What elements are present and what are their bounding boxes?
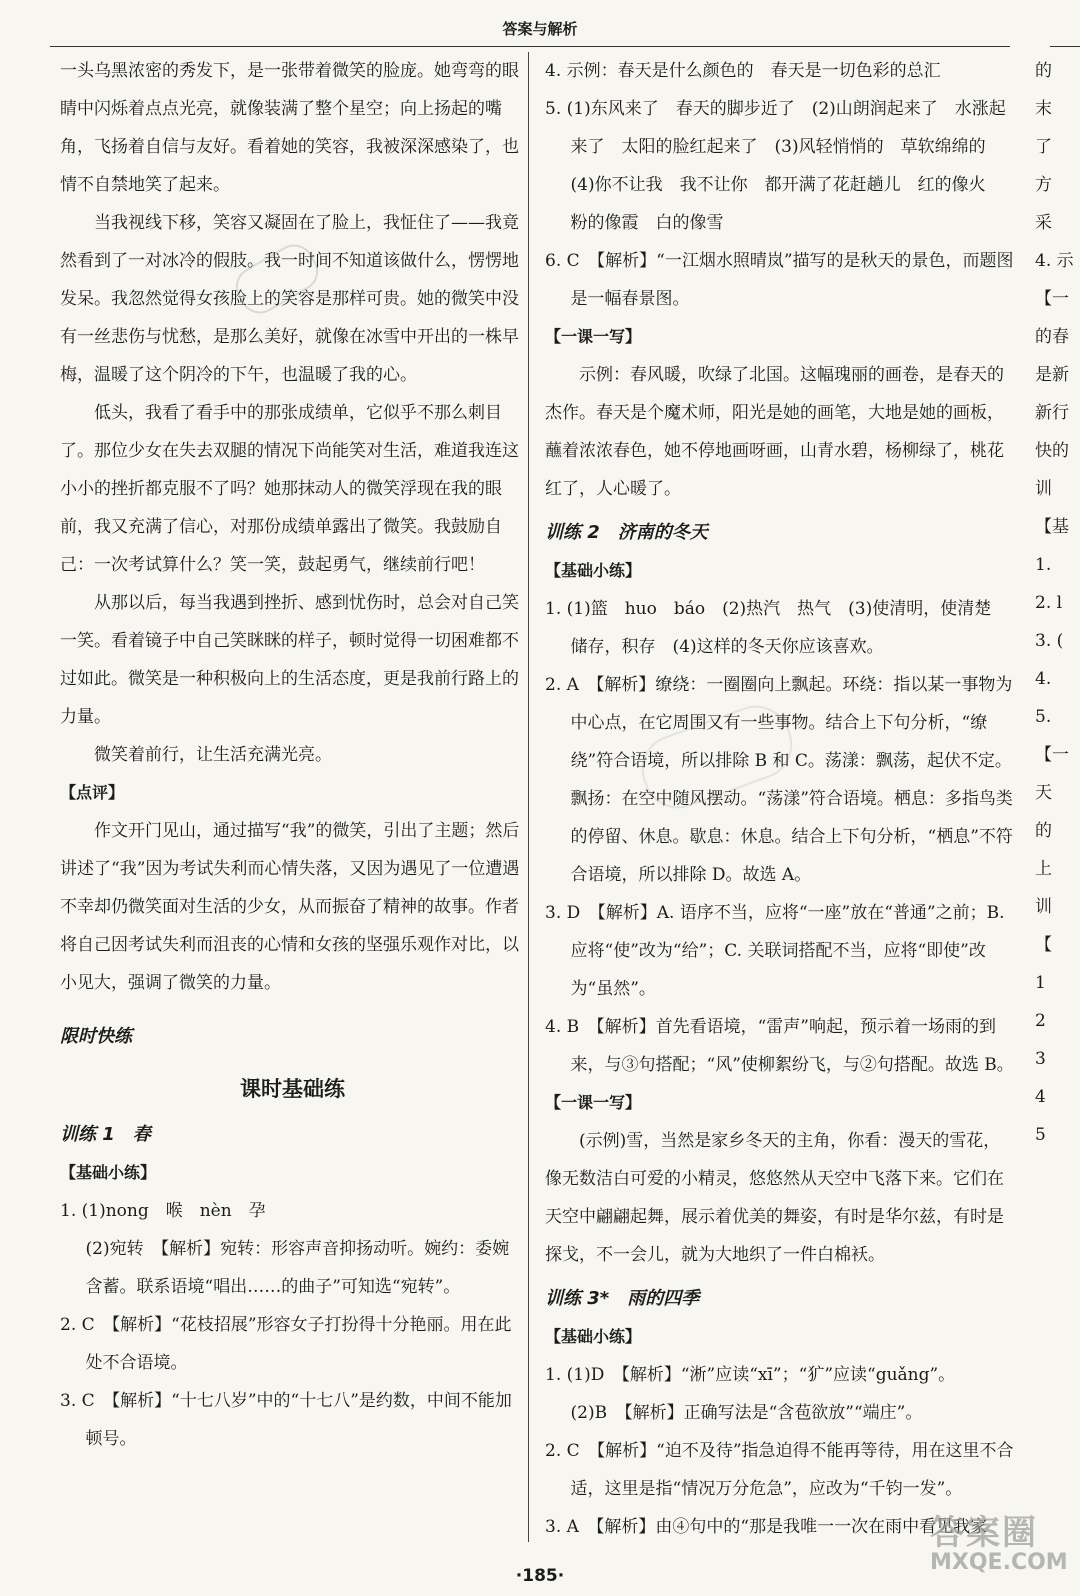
section-heading: 限时快练 xyxy=(60,1026,132,1047)
watermark-text: 答案圈 xyxy=(930,1513,1038,1553)
essay-para-5: 微笑着前行，让生活充满光亮。 xyxy=(94,745,332,765)
essay-para-1: 一头乌黑浓密的秀发下，是一张带着微笑的脸庞。她弯弯的眼睛中闪烁着点点光亮，就像装满了整个星空；向上扬起的嘴角，飞扬着自信与友好。看着她的笑容，我被深深感染了，也情不自禁地笑了起来。 xyxy=(60,61,519,195)
header-rule xyxy=(50,46,1010,47)
right-edge-fragment: 快的 xyxy=(1035,441,1069,461)
review-text: 作文开门见山，通过描写“我”的微笑，引出了主题；然后讲述了“我”因为考试失利而心情失落，又因为遇见了一位遭遇不幸却仍微笑面对生活的少女，从而振奋了精神的故事。作者将自己因考试失利而沮丧的心情和女孩的坚强乐观作对比，以小见大，强调了微笑的力量。 xyxy=(60,821,520,993)
right-edge-fragment: 【一 xyxy=(1035,745,1069,765)
write-tag: 【一课一写】 xyxy=(545,327,642,346)
page-header xyxy=(0,0,1080,44)
answer-5: 5. (1)东风来了 春天的脚步近了 (2)山朗润起来了 水涨起来了 太阳的脸红起来了 (3)风轻悄悄的 草软绵绵的 (4)你不让我 我不让你 都开满了花赶趟儿 红的像火 粉的像霞 白的像雪 xyxy=(545,99,1006,233)
answer-6: 6. C 【解析】“一江烟水照晴岚”描写的是秋天的景色，而题图是一幅春景图。 xyxy=(545,251,1014,309)
right-edge-fragment: 训 xyxy=(1035,897,1052,917)
essay-para-3: 低头，我看了看手中的那张成绩单，它似乎不那么刺目了。那位少女在失去双腿的情况下尚能笑对生活，难道我连这小小的挫折都克服不了吗？她那抹动人的微笑浮现在我的眼前，我又充满了信心，对那份成绩单露出了微笑。我鼓励自己：一次考试算什么？笑一笑，鼓起勇气，继续前行吧！ xyxy=(60,403,519,575)
answer-2: 2. C 【解析】“花枝招展”形容女子打扮得十分艳丽。用在此处不合语境。 xyxy=(60,1315,512,1373)
l3-answer-1b: (2)B 【解析】正确写法是“含苞欲放”“端庄”。 xyxy=(570,1403,923,1423)
lesson-1-heading: 训练 1 春 xyxy=(60,1124,151,1145)
right-edge-fragment: 采 xyxy=(1035,213,1052,233)
right-edge-fragment: 的 xyxy=(1035,61,1052,81)
watermark-logo xyxy=(930,1505,1080,1595)
l3-answer-2: 2. C 【解析】“迫不及待”指急迫得不能再等待，用在这里不合适，这里是指“情况万分危急”，应改为“千钧一发”。 xyxy=(545,1441,1014,1499)
right-edge-fragment: 末 xyxy=(1035,99,1052,119)
write-example-1: 示例：春风暖，吹绿了北国。这幅瑰丽的画卷，是春天的杰作。春天是个魔术师，阳光是她的画笔，大地是她的画板，蘸着浓浓春色，她不停地画呀画，山青水碧，杨柳绿了，桃花红了，人心暖了。 xyxy=(545,365,1004,499)
write-tag-2: 【一课一写】 xyxy=(545,1093,642,1112)
middle-column xyxy=(545,52,1015,1546)
right-edge-fragment: 方 xyxy=(1035,175,1052,195)
right-edge-fragment: 【一 xyxy=(1035,289,1069,309)
answer-1a: 1. (1)nong 喉 nèn 孕 xyxy=(60,1201,266,1221)
answer-1b: (2)宛转 【解析】宛转：形容声音抑扬动听。婉约：委婉含蓄。联系语境“唱出……的曲子”可知选“宛转”。 xyxy=(85,1239,510,1297)
l2-answer-3: 3. D 【解析】A. 语序不当，应将“一座”放在“普通”之前；B. 应将“使”改为“给”；C. 关联词搭配不当，应将“即使”改为“虽然”。 xyxy=(545,903,1005,999)
right-edge-fragment: 4. 示 xyxy=(1035,251,1074,271)
right-edge-fragment: 的春 xyxy=(1035,327,1069,347)
right-edge-fragment: 了 xyxy=(1035,137,1052,157)
essay-para-4: 从那以后，每当我遇到挫折、感到忧伤时，总会对自己笑一笑。看着镜子中自己笑眯眯的样子，顿时觉得一切困难都不过如此。微笑是一种积极向上的生活态度，更是我前行路上的力量。 xyxy=(60,593,519,727)
header-title: 答案与解析 xyxy=(502,20,578,38)
right-edge-fragment: 4. xyxy=(1035,669,1052,689)
write-example-2: (示例)雪，当然是家乡冬天的主角，你看：漫天的雪花，像无数洁白可爱的小精灵，悠悠然从天空中飞落下来。它们在天空中翩翩起舞，展示着优美的舞姿，有时是华尔兹，有时是探戈，不一会儿，就为大地织了一件白棉袄。 xyxy=(545,1131,1004,1265)
right-edge-column xyxy=(1035,52,1080,1154)
right-edge-fragment: 上 xyxy=(1035,859,1052,879)
right-edge-fragment: 4 xyxy=(1035,1087,1046,1107)
basic-practice-tag: 【基础小练】 xyxy=(60,1163,157,1182)
right-edge-fragment: 训 xyxy=(1035,479,1052,499)
right-edge-fragment: 天 xyxy=(1035,783,1052,803)
right-edge-fragment: 新行 xyxy=(1035,403,1069,423)
right-edge-fragment: 3. ( xyxy=(1035,631,1064,651)
l3-answer-1a: 1. (1)D 【解析】“淅”应读“xī”；“犷”应读“guǎng”。 xyxy=(545,1365,956,1385)
l2-answer-2: 2. A 【解析】缭绕：一圈圈向上飘起。环绕：指以某一事物为中心点，在它周围又有一些事物。结合上下句分析，“缭绕”符合语境，所以排除 B 和 C。荡漾：飘荡，起伏不定。飘扬：在空中随风摆动。“荡漾”符合语境。栖息：多指鸟类的停留、休息。歇息：休息。结合上下句分析，“栖息”不符合语境，所以排除 D。故选 A。 xyxy=(545,675,1013,885)
right-edge-fragment: 是新 xyxy=(1035,365,1069,385)
lesson-3-heading: 训练 3* 雨的四季 xyxy=(545,1288,700,1309)
header-rule-right xyxy=(1050,46,1080,47)
page-number: ·185· xyxy=(515,1566,565,1586)
right-edge-fragment: 的 xyxy=(1035,821,1052,841)
right-edge-fragment: 5 xyxy=(1035,1125,1046,1145)
right-edge-fragment: 2 xyxy=(1035,1011,1046,1031)
l3-answer-3: 3. A 【解析】由④句中的“那是我唯一一次在雨中看见我家 xyxy=(545,1517,988,1537)
answer-4: 4. 示例：春天是什么颜色的 春天是一切色彩的总汇 xyxy=(545,61,941,81)
essay-para-2: 当我视线下移，笑容又凝固在了脸上，我怔住了——我竟然看到了一对冰冷的假肢。我一时间不知道该做什么，愣愣地发呆。我忽然觉得女孩脸上的笑容是那样可贵。她的微笑中没有一丝悲伤与忧愁，是那么美好，就像在冰雪中开出的一株早梅，温暖了这个阴冷的下午，也温暖了我的心。 xyxy=(60,213,519,385)
watermark-url: MXQE.COM xyxy=(930,1550,1068,1575)
center-title: 课时基础练 xyxy=(240,1077,345,1101)
left-column xyxy=(60,52,525,1458)
l2-answer-1: 1. (1)篮 huo báo (2)热汽 热气 (3)使清明，使清楚 储存，积存 (4)这样的冬天你应该喜欢。 xyxy=(545,599,1009,657)
right-edge-fragment: 3 xyxy=(1035,1049,1046,1069)
basic-practice-tag-2: 【基础小练】 xyxy=(545,561,642,580)
right-edge-fragment: 【 xyxy=(1035,935,1052,955)
review-tag: 【点评】 xyxy=(60,783,125,802)
right-edge-fragment: 1 xyxy=(1035,973,1046,993)
l2-answer-4: 4. B 【解析】首先看语境，“雷声”响起，预示着一场雨的到来，与③句搭配；“风”使柳絮纷飞，与②句搭配。故选 B。 xyxy=(545,1017,1014,1075)
right-edge-fragment: 1. xyxy=(1035,555,1052,575)
column-divider xyxy=(528,52,529,1542)
basic-practice-tag-3: 【基础小练】 xyxy=(545,1327,642,1346)
right-edge-fragment: 【基 xyxy=(1035,517,1069,537)
right-edge-fragment: 5. xyxy=(1035,707,1052,727)
answer-3: 3. C 【解析】“十七八岁”中的“十七八”是约数，中间不能加顿号。 xyxy=(60,1391,512,1449)
right-edge-fragment: 2. l xyxy=(1035,593,1063,613)
lesson-2-heading: 训练 2 济南的冬天 xyxy=(545,522,708,543)
